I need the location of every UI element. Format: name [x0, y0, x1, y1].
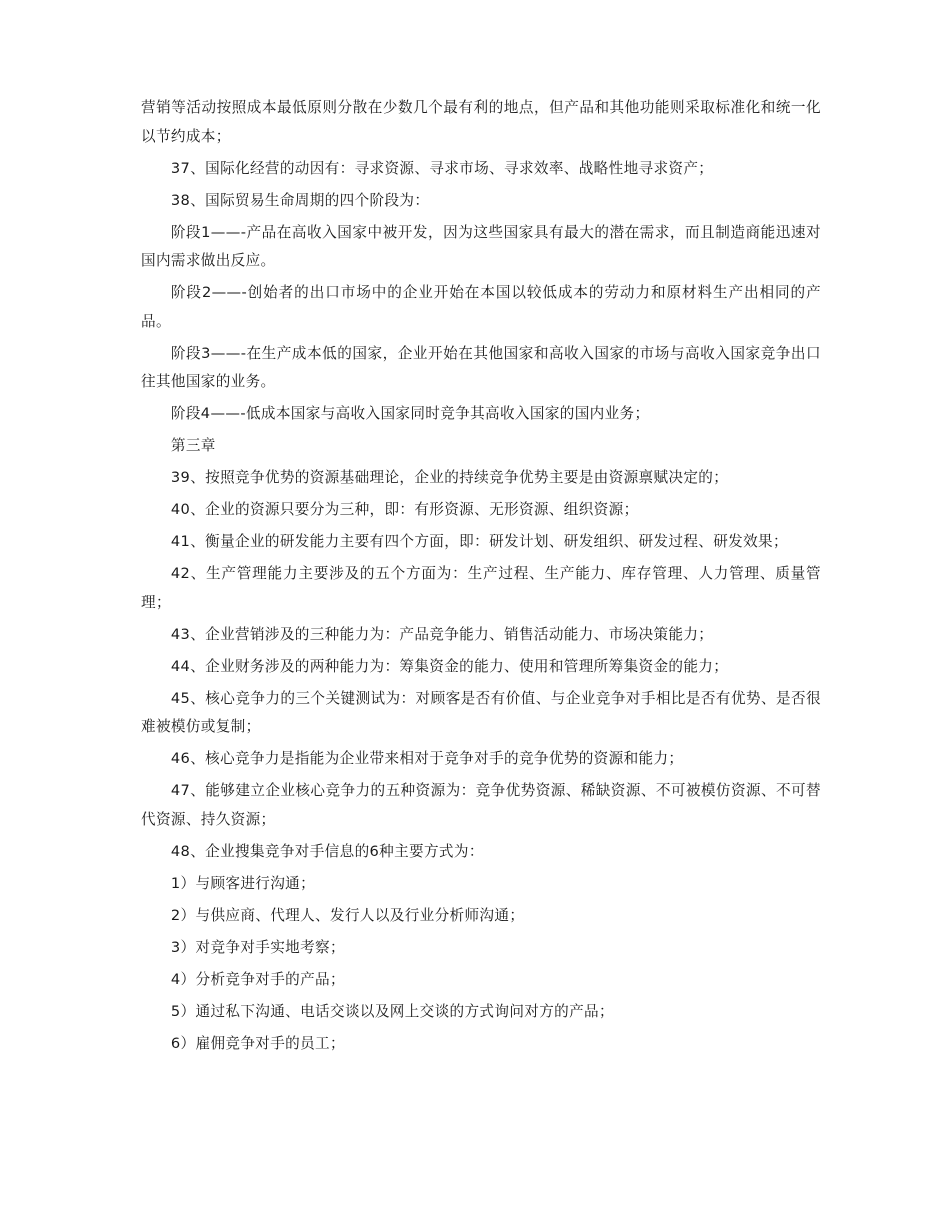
paragraph-item-37: 37、国际化经营的动因有：寻求资源、寻求市场、寻求效率、战略性地寻求资产； [170, 159, 714, 177]
paragraph-stage-2: 阶段2——-创始者的出口市场中的企业开始在本国以较低成本的劳动力和原材料生产出相同的产品。 [141, 284, 821, 330]
document-body [141, 94, 821, 1062]
list-item-2: 2）与供应商、代理人、发行人以及行业分析师沟通； [170, 906, 525, 924]
paragraph-item-40: 40、企业的资源只要分为三种，即：有形资源、无形资源、组织资源； [170, 501, 639, 518]
paragraph-item-42: 42、生产管理能力主要涉及的五个方面为：生产过程、生产能力、库存管理、人力管理、质量管理； [141, 565, 821, 611]
paragraph-item-38: 38、国际贸易生命周期的四个阶段为： [170, 191, 430, 209]
list-item-5: 5）通过私下沟通、电话交谈以及网上交谈的方式询问对方的产品； [170, 1002, 614, 1020]
paragraph-item-45: 45、核心竞争力的三个关键测试为：对顾客是否有价值、与企业竞争对手相比是否有优势、是否很难被模仿或复制； [141, 689, 821, 735]
paragraph-continuation: 营销等活动按照成本最低原则分散在少数几个最有利的地点，但产品和其他功能则采取标准化和统一化以节约成本； [141, 99, 821, 145]
paragraph-item-43: 43、企业营销涉及的三种能力为：产品竞争能力、销售活动能力、市场决策能力； [170, 625, 714, 643]
list-item-1: 1）与顾客进行沟通； [170, 874, 316, 892]
paragraph-stage-1: 阶段1——-产品在高收入国家中被开发，因为这些国家具有最大的潜在需求，而且制造商能迅速对国内需求做出反应。 [141, 223, 821, 269]
paragraph-item-44: 44、企业财务涉及的两种能力为：筹集资金的能力、使用和管理所筹集资金的能力； [170, 657, 729, 675]
paragraph-item-48: 48、企业搜集竞争对手信息的6种主要方式为： [170, 842, 484, 860]
paragraph-stage-3: 阶段3——-在生产成本低的国家，企业开始在其他国家和高收入国家的市场与高收入国家竞争出口往其他国家的业务。 [141, 344, 821, 390]
paragraph-stage-4: 阶段4——-低成本国家与高收入国家同时竞争其高收入国家的国内业务； [170, 405, 650, 422]
paragraph-item-47: 47、能够建立企业核心竞争力的五种资源为：竞争优势资源、稀缺资源、不可被模仿资源、不可替代资源、持久资源； [141, 782, 821, 828]
list-item-3: 3）对竞争对手实地考察； [170, 938, 345, 956]
paragraph-item-46: 46、核心竞争力是指能为企业带来相对于竞争对手的竞争优势的资源和能力； [170, 750, 684, 767]
list-item-6: 6）雇佣竞争对手的员工； [170, 1034, 345, 1052]
paragraph-item-41: 41、衡量企业的研发能力主要有四个方面，即：研发计划、研发组织、研发过程、研发效果； [170, 533, 788, 550]
chapter-heading: 第三章 [170, 437, 216, 454]
list-item-4: 4）分析竞争对手的产品； [170, 970, 345, 988]
paragraph-item-39: 39、按照竞争优势的资源基础理论，企业的持续竞争优势主要是由资源禀赋决定的； [170, 469, 729, 486]
